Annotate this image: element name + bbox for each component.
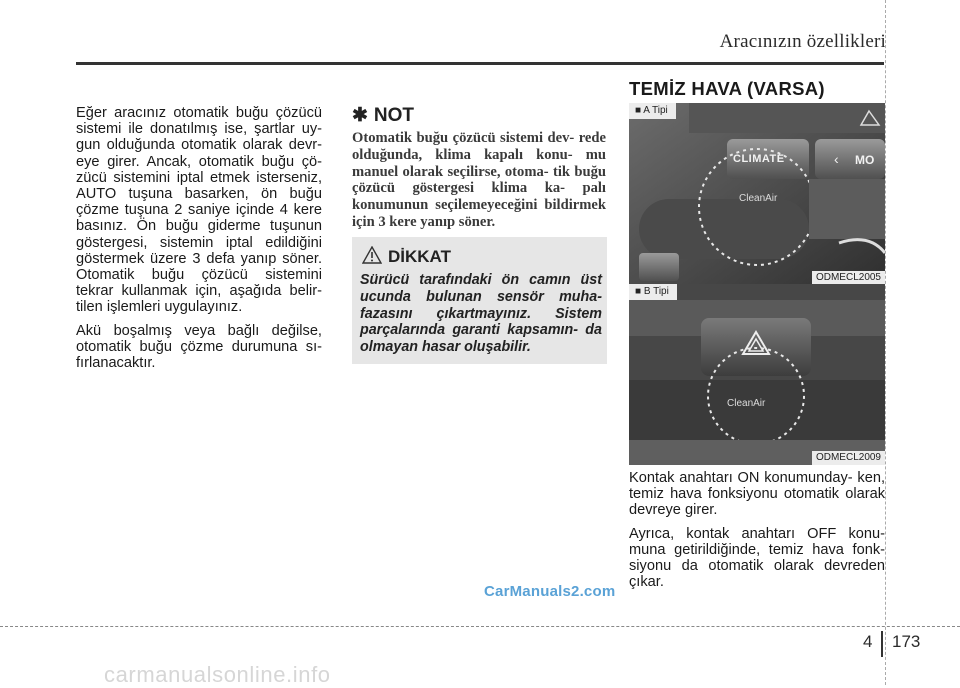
- caution-text: Sürücü tarafındaki ön camın üst ucunda bulunan sensör muha- fazasını çıkartmayınız. Sistem parçalarında garanti kapsamın- da olmayan hasar oluşabilir.: [360, 272, 602, 356]
- warning-triangle-icon: [362, 246, 382, 264]
- watermark-link[interactable]: CarManuals2.com: [484, 583, 616, 600]
- page-number: 173: [892, 632, 921, 651]
- figure-a-climate-panel: [629, 103, 885, 285]
- figure-tag: ■ A Tipi: [629, 103, 676, 119]
- note-title: NOT: [373, 105, 415, 126]
- page-header-title: Aracınızın özellikleri: [719, 31, 886, 52]
- figure-tag: ■ B Tipi: [629, 284, 677, 300]
- climate-button-label: CLIMATE: [733, 153, 785, 165]
- figure-b-climate-panel: [629, 284, 885, 465]
- mode-button-label: MO: [855, 153, 875, 167]
- header-rule: [76, 62, 884, 65]
- climate-panel-photo-b: [629, 284, 885, 465]
- paragraph: Kontak anahtarı ON konumunday- ken, temiz hava fonksiyonu otomatik olarak devreye girer.: [629, 470, 885, 519]
- chevron-left-icon: ‹: [834, 151, 839, 167]
- paragraph: Ayrıca, kontak anahtarı OFF konu- muna getirildiğinde, temiz hava fonk- siyonu da otomatik olarak devreden çıkar.: [629, 525, 885, 591]
- caution-box: [352, 237, 607, 364]
- note-heading: [352, 104, 414, 127]
- caution-title: DİKKAT: [388, 247, 451, 266]
- footer-rule: [0, 626, 960, 627]
- paragraph: Akü boşalmış veya bağlı değilse, otomatik buğu çözme durumuna sı- fırlanacaktır.: [76, 322, 322, 372]
- bottom-watermark: carmanualsonline.info: [104, 662, 331, 687]
- clean-air-label: CleanAir: [727, 398, 766, 409]
- right-column-text: [629, 470, 885, 597]
- clean-air-label: CleanAir: [739, 193, 778, 204]
- section-title: TEMİZ HAVA (VARSA): [629, 78, 825, 99]
- figure-code: ODMECL2005: [812, 271, 885, 285]
- left-column: [76, 105, 322, 378]
- figure-code: ODMECL2009: [812, 451, 885, 465]
- note-text: Otomatik buğu çözücü sistemi dev- rede olduğunda, klima kapalı konu- mu manuel olarak seçilirse, otoma- tik buğu çözücü göstergesi klima ka- palı konumunun seçilemeyeceğini bildirmek için 3 kere yanıp söner.: [352, 130, 606, 230]
- paragraph: Eğer aracınız otomatik buğu çözücü sistemi ile donatılmış ise, şartlar uy- gun olduğunda otomatik olarak devr- eye girer. Ancak, otomatik buğu çö- zücü sistemini iptal etmek isterseniz, AUTO tuşuna basarken, ön buğu çözme tuşuna 2 saniye içinde 4 kere basınız. Ön buğu giderme tuşunun göstergesi, sistemin iptal edildiğini göstermek üzere 3 defa yanıp söner. Otomatik buğu çözücü sistemini tekrar kullanmak için, aşağıda belir- tilen işlemleri uygulayınız.: [76, 105, 322, 316]
- asterisk-icon: ✱: [352, 105, 368, 126]
- section-number: 4: [863, 632, 873, 651]
- page-number-divider: [881, 631, 883, 657]
- margin-guide: [885, 0, 886, 685]
